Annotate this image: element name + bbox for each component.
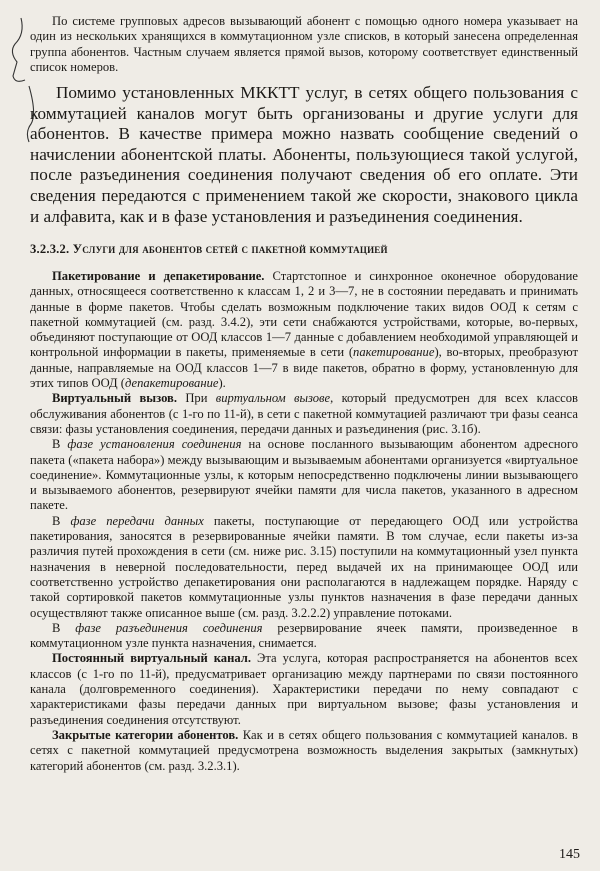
- paragraph-closed-user-groups: Закрытые категории абонентов. Как и в сетях общего пользования с коммутацией каналов. в сетях с пакетной коммутацией предусмотрена возможность выделения закрытых (замкнутых) категорий абонентов (см. разд. 3.2.3.1).: [30, 727, 578, 773]
- page-number: 145: [559, 847, 580, 862]
- intro-small-paragraph: [30, 14, 578, 75]
- term-permanent-circuit: Постоянный виртуальный канал.: [52, 651, 251, 666]
- section-body: [30, 269, 578, 774]
- intro-large-text: Помимо установленных МККТТ услуг, в сетях общего пользования с коммутацией каналов могут быть организованы и другие услуги для абонентов. В качестве примера можно назвать сообщение сведений о начислении абонентской платы. Абоненты, пользующиеся такой услугой, после разъединения соединения получают сведения об его оплате. Эти сведения передаются с применением такой же скорости, знакового цикла и алфавита, как и в фазе установления и разъединения соединения.: [30, 83, 578, 226]
- term-closed-user-groups: Закрытые категории абонентов.: [52, 727, 239, 742]
- paragraph-permanent-circuit: Постоянный виртуальный канал. Эта услуга, которая распространяется на абонентов всех классов (с 1-го по 11-й), предусматривает организацию между партнерами по связи постоянного канала (долговременного соединения). Характеристики передачи по нему совпадают с характеристиками фазы передачи данных при виртуальном вызове; фазы установления и разъединения соединения отсутствуют.: [30, 651, 578, 727]
- term-virtual-call: Виртуальный вызов.: [52, 391, 178, 406]
- paragraph-clear-phase: В фазе разъединения соединения резервирование ячеек памяти, произведенное в коммутационном узле пункта назначения, снимается.: [30, 620, 578, 651]
- term-packetizing: Пакетирование и депакетирование.: [52, 269, 265, 283]
- intro-small-text: По системе групповых адресов вызывающий абонент с помощью одного номера указывает на один из нескольких хранящихся в коммутационном узле списков, в который занесена определенная группа абонентов. Частным случаем является прямой вызов, которому соответствует единственный список номеров.: [30, 14, 578, 74]
- section-heading: [30, 241, 578, 257]
- paragraph-setup-phase: В фазе установления соединения на основе посланного вызывающим абонентом адресного пакета («пакета набора») между вызывающим и вызываемым абонентами организуется «виртуальное соединение». Коммутационные узлы, к которым непосредственно подключены линии вызывающего и вызываемого абонентов, резервируют ячейки памяти для числа пакетов, указанного в адресном пакете.: [30, 437, 578, 513]
- paragraph-virtual-call: Виртуальный вызов. При виртуальном вызове, который предусмотрен для всех классов обслуживания абонентов (с 1-го по 11-й), в сети с пакетной коммутацией различают три фазы сеанса связи: фазы установления соединения, передачи данных и разъединения (рис. 3.1б).: [30, 391, 578, 436]
- section-number: 3.2.3.2.: [30, 242, 70, 256]
- section-title: Услуги для абонентов сетей с пакетной коммутацией: [72, 242, 388, 256]
- intro-large-paragraph: [30, 83, 578, 227]
- paragraph-packetizing: Пакетирование и депакетирование. Стартстопное и синхронное оконечное оборудование данных, относящееся соответственно к классам 1, 2 и 3—7, не в состоянии передавать и принимать данные в форме пакетов. Чтобы сделать возможным подключение таких видов ООД к сетям с пакетной коммутацией (см. разд. 3.4.2), эти сети снабжаются устройствами, которые, во-первых, объединяют поступающие от ООД классов 1—7 данные с добавлением необходимой управляющей и контрольной информации в пакеты, применяемые в сети (пакетирование), во-вторых, преобразуют данные, направляемые на ООД классов 1—7 в виде пакетов, обратно в форму, установленную для этих типов ООД (депакетирование).: [30, 269, 578, 391]
- paragraph-data-phase: В фазе передачи данных пакеты, поступающие от передающего ООД или устройства пакетирования, заносятся в резервированные ячейки памяти. В том случае, если пакеты из-за различия путей прохождения в сети (см. ниже рис. 3.15) поступили на коммутационный узел пункта назначения в неверной последовательности, перед выдачей их на принимающее ООД или соответственно устройство депакетирования они располагаются в надлежащем порядке. Наряду с такой сортировкой пакетов коммутационные узлы пунктов назначения в фазе передачи данных осуществляют также описанное выше (см. разд. 3.2.2.2) управление потоками.: [30, 513, 578, 620]
